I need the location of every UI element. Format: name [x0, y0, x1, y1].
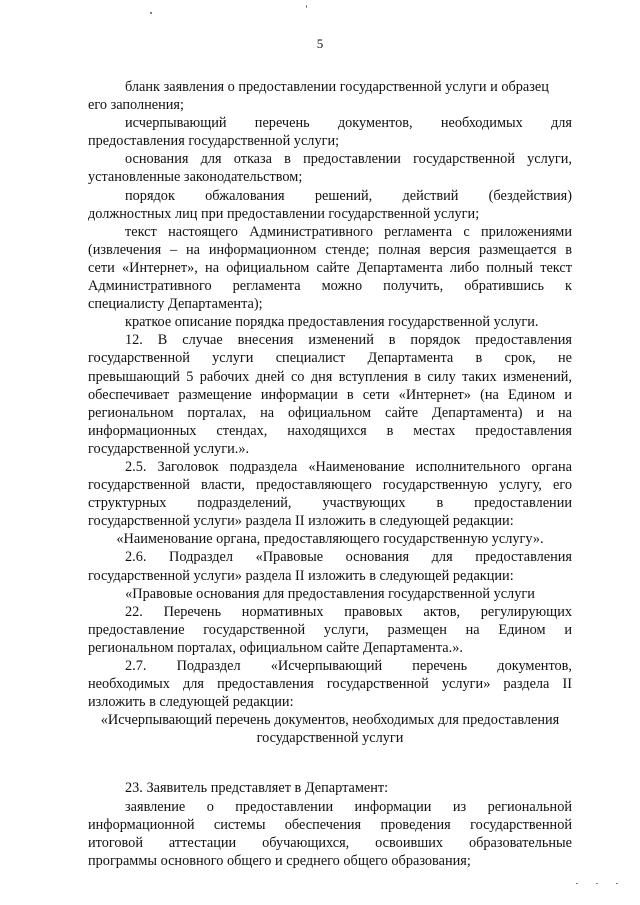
text-line: 23. Заявитель представляет в Департамент: — [125, 780, 389, 797]
text-line: государственной услуги.». — [88, 440, 250, 457]
page-number: 5 — [316, 36, 324, 51]
scan-speck — [576, 883, 578, 884]
text-line: государственной услуги» раздела II изложить в следующей редакции: — [88, 567, 514, 584]
text-line: «Наименование органа, предоставляющего государственную услугу». — [116, 531, 544, 548]
text-line: «Исчерпывающий перечень документов, необходимых для предоставления — [100, 712, 560, 729]
text-line: специалисту Департамента); — [88, 296, 263, 313]
text-line: обеспечивает размещение информации в сети «Интернет» (на Едином и — [88, 386, 572, 403]
text-line: текст настоящего Административного регламента с приложениями — [125, 223, 572, 240]
text-line: изложить в следующей редакции: — [88, 694, 294, 711]
scan-speck — [616, 883, 618, 884]
paragraph-gap — [88, 747, 572, 779]
document-body — [88, 78, 572, 870]
text-line: государственной услуги» раздела II изложить в следующей редакции: — [88, 513, 514, 530]
text-line: региональном порталах, на официальном сайте Департамента) и на — [88, 404, 572, 421]
text-line: сети «Интернет», на официальном сайте Департамента либо полный текст — [88, 259, 572, 276]
text-line: 12. В случае внесения изменений в порядок предоставления — [125, 332, 572, 349]
text-line: государственной услуги — [256, 730, 404, 747]
text-line: региональном порталах, официальном сайте Департамента.». — [88, 639, 463, 656]
scan-speck — [596, 883, 598, 884]
text-line: Административного регламента можно получить, обратившись к — [88, 278, 572, 295]
scan-speck — [150, 12, 152, 14]
text-line: государственной услуги специалист Департамента в срок, не — [88, 350, 572, 367]
text-line: порядок обжалования решений, действий (бездействия) — [125, 187, 572, 204]
text-line: структурных подразделений, участвующих в предоставлении — [88, 495, 572, 512]
text-line: итоговой аттестации обучающихся, освоивших образовательные — [88, 834, 572, 851]
text-line: основания для отказа в предоставлении государственной услуги, — [125, 151, 572, 168]
text-line: краткое описание порядка предоставления государственной услуги. — [125, 314, 539, 331]
text-line: заявление о предоставлении информации из региональной — [125, 798, 572, 815]
text-line: необходимых для предоставления государственной услуги» раздела II — [88, 676, 572, 693]
text-line: превышающий 5 рабочих дней со дня вступления в силу таких изменений, — [88, 368, 572, 385]
text-line: 22. Перечень нормативных правовых актов, регулирующих — [125, 603, 572, 620]
text-line: информационных стендах, находящихся в местах предоставления — [88, 422, 572, 439]
scan-speck — [306, 5, 307, 8]
text-line: установленные законодательством; — [88, 169, 303, 186]
text-line: исчерпывающий перечень документов, необходимых для — [125, 115, 572, 132]
text-line: должностных лиц при предоставлении государственной услуги; — [88, 205, 480, 222]
text-line: государственной власти, предоставляющего государственную услугу, его — [88, 477, 572, 494]
text-line: 2.7. Подраздел «Исчерпывающий перечень документов, — [125, 658, 572, 674]
text-line: (извлечения – на информационном стенде; полная версия размещается в — [88, 241, 572, 258]
text-line: информационной системы обеспечения проведения государственной — [88, 816, 572, 833]
text-line: предоставления государственной услуги; — [88, 133, 340, 150]
text-line: 2.6. Подраздел «Правовые основания для предоставления — [125, 549, 572, 566]
text-line: «Правовые основания для предоставления государственной услуги — [125, 585, 535, 602]
text-line: 2.5. Заголовок подраздела «Наименование исполнительного органа — [125, 458, 572, 475]
text-line: бланк заявления о предоставлении государственной услуги и образец — [125, 79, 549, 95]
text-line: предоставление государственной услуги, размещен на Едином и — [88, 621, 572, 638]
text-line: программы основного общего и среднего общего образования; — [88, 852, 471, 869]
text-line: его заполнения; — [88, 97, 184, 114]
